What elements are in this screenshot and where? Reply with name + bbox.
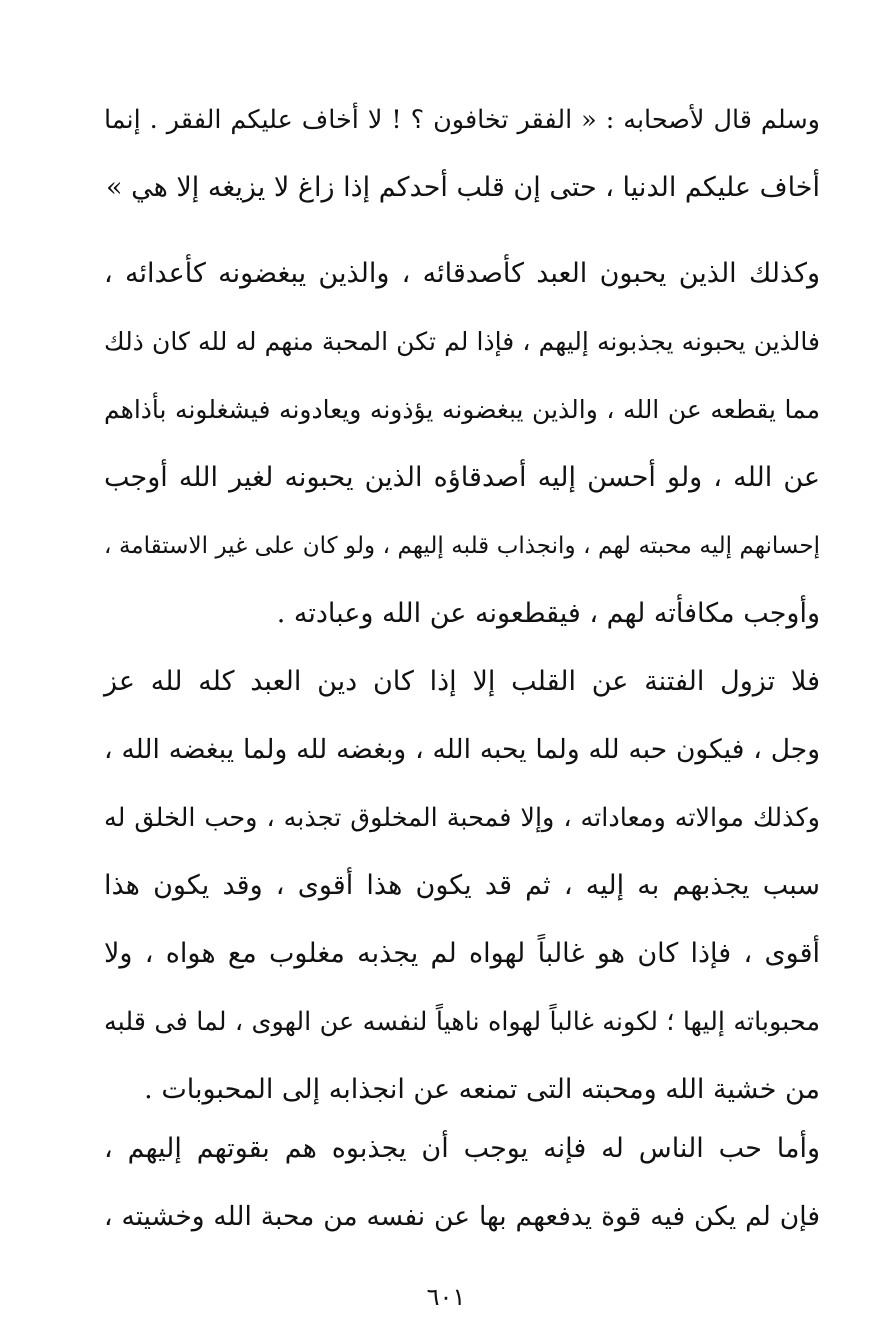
text-line: فلا تزول الفتنة عن القلب إلا إذا كان دين العبد كله لله عز [104, 666, 820, 697]
text-line: فالذين يحبونه يجذبونه إليهم ، فإذا لم تكن المحبة منهم له لله كان ذلك [104, 327, 820, 356]
text-line: أخاف عليكم الدنيا ، حتى إن قلب أحدكم إذا زاغ لا يزيغه إلا هي » [105, 172, 820, 203]
text-line: إحسانهم إليه محبته لهم ، وانجذاب قلبه إليهم ، ولو كان على غير الاستقامة ، [104, 533, 820, 559]
text-line: مما يقطعه عن الله ، والذين يبغضونه يؤذونه ويعادونه فيشغلونه بأذاهم [104, 395, 820, 424]
text-line: وكذلك موالاته ومعاداته ، وإلا فمحبة المخلوق تجذبه ، وحب الخلق له [104, 803, 820, 833]
page-number: ٦٠١ [426, 1283, 466, 1311]
text-line: وأوجب مكافأته لهم ، فيقطعونه عن الله وعبادته . [276, 598, 820, 629]
paragraph-1 [104, 86, 820, 222]
text-line: فإن لم يكن فيه قوة يدفعهم بها عن نفسه من محبة الله وخشيته ، [104, 1201, 820, 1232]
paragraph-2 [104, 240, 820, 648]
text-line: محبوباته إليها ؛ لكونه غالباً لهواه ناهياً لنفسه عن الهوى ، لما فى قلبه [104, 1007, 820, 1037]
paragraph-4 [104, 1115, 820, 1251]
paragraph-3 [104, 648, 820, 1124]
text-line: وأما حب الناس له فإنه يوجب أن يجذبوه هم بقوتهم إليهم ، [104, 1133, 820, 1164]
text-line: وكذلك الذين يحبون العبد كأصدقائه ، والذين يبغضونه كأعدائه ، [104, 258, 820, 289]
text-line: من خشية الله ومحبته التى تمنعه عن انجذابه إلى المحبوبات . [144, 1074, 820, 1105]
text-line: أقوى ، فإذا كان هو غالباً لهواه لم يجذبه مغلوب مع هواه ، ولا [104, 938, 820, 969]
text-line: وسلم قال لأصحابه : « الفقر تخافون ؟ ! لا أخاف عليكم الفقر . إنما [104, 105, 820, 135]
text-line: وجل ، فيكون حبه لله ولما يحبه الله ، وبغضه لله ولما يبغضه الله ، [104, 734, 820, 765]
text-line: عن الله ، ولو أحسن إليه أصدقاؤه الذين يحبونه لغير الله أوجب [104, 462, 820, 493]
text-line: سبب يجذبهم به إليه ، ثم قد يكون هذا أقوى ، وقد يكون هذا [104, 870, 820, 901]
